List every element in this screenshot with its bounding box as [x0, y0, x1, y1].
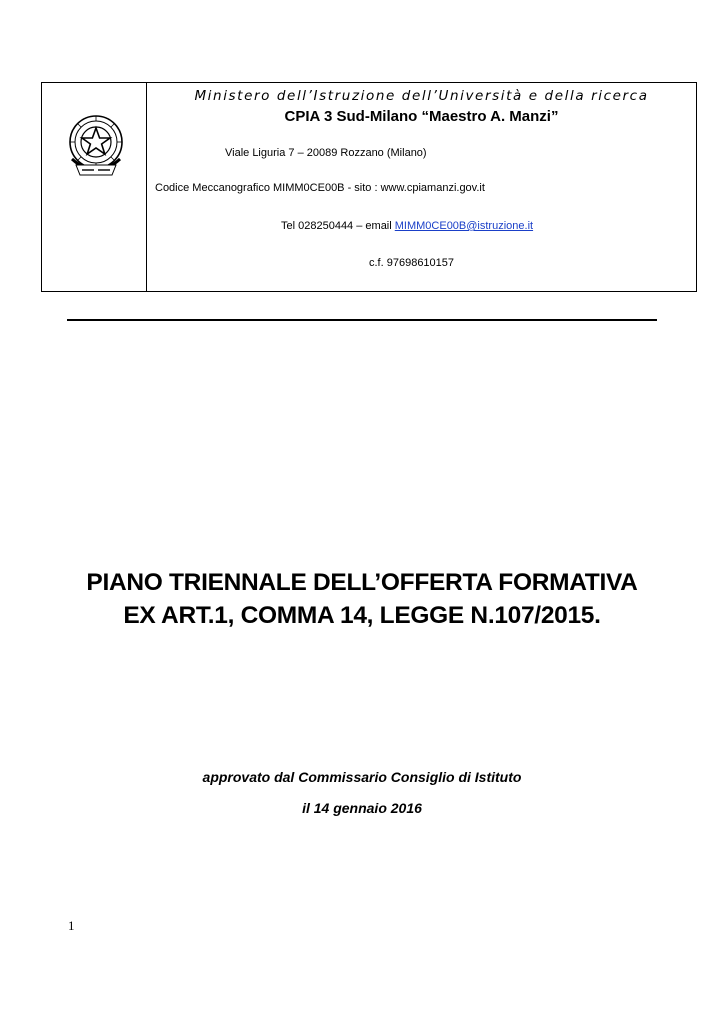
- email-link[interactable]: MIMM0CE00B@istruzione.it: [394, 220, 534, 232]
- approved-date: il 14 gennaio 2016: [302, 800, 422, 816]
- contact-line: [281, 220, 533, 232]
- letterhead-info: [147, 83, 696, 291]
- phone-text: Tel 028250444 – email: [281, 220, 395, 232]
- approved-by: approvato dal Commissario Consiglio di Istituto: [202, 769, 522, 785]
- horizontal-divider: [67, 319, 657, 321]
- school-address: Viale Liguria 7 – 20089 Rozzano (Milano): [225, 147, 427, 159]
- fiscal-code: c.f. 97698610157: [369, 257, 455, 269]
- title-line-2: EX ART.1, COMMA 14, LEGGE N.107/2015.: [123, 602, 601, 629]
- italian-republic-emblem-icon: [62, 109, 130, 179]
- letterhead-box: [41, 82, 697, 292]
- document-title: [0, 566, 724, 632]
- title-line-1: PIANO TRIENNALE DELL’OFFERTA FORMATIVA: [86, 569, 638, 596]
- ministry-name: Ministero dell’Istruzione dell’Università e della ricerca: [194, 88, 649, 104]
- school-code: Codice Meccanografico MIMM0CE00B - sito : www.cpiamanzi.gov.it: [155, 182, 485, 194]
- approval-note: [0, 762, 724, 824]
- emblem-cell: [42, 83, 147, 291]
- page-number: 1: [68, 918, 75, 933]
- school-name: CPIA 3 Sud-Milano “Maestro A. Manzi”: [284, 108, 559, 125]
